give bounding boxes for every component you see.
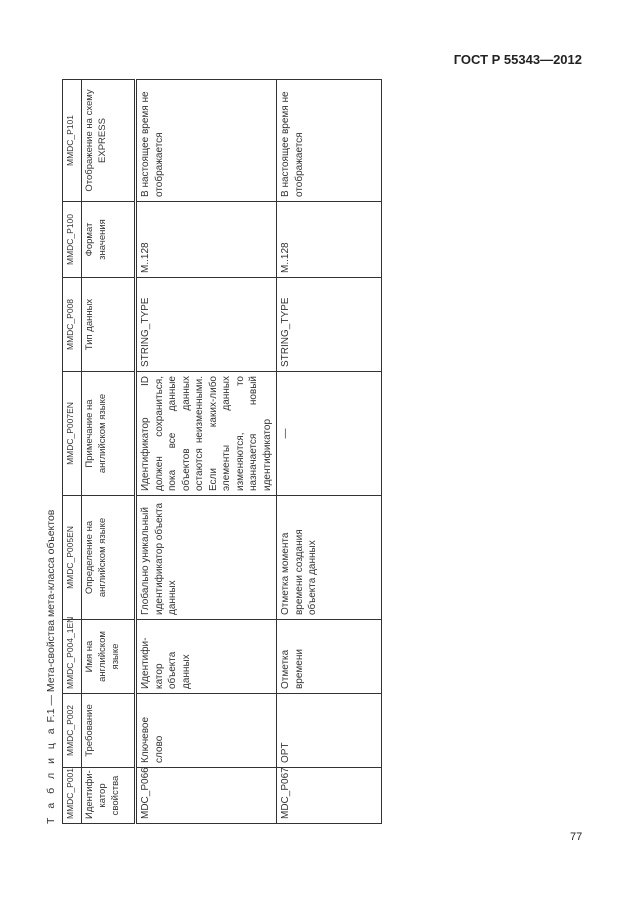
column-name: Имя на английском языке — [82, 620, 136, 694]
column-name: Примечание на английском языке — [82, 372, 136, 496]
table-cell: Отметка времени — [277, 620, 382, 694]
table-header-codes — [63, 80, 82, 824]
document-header: ГОСТ Р 55343—2012 — [453, 52, 582, 67]
column-code: MMDC_P004_1EN — [63, 620, 82, 694]
table-cell: MDC_P067 — [277, 768, 382, 824]
table-cell: Отметка момента времени создания объекта данных — [277, 496, 382, 620]
rotated-table-block — [40, 44, 318, 824]
column-name: Определение на английском языке — [82, 496, 136, 620]
column-code: MMDC_P008 — [63, 278, 82, 372]
column-name: Тип данных — [82, 278, 136, 372]
column-code: MMDC_P101 — [63, 80, 82, 202]
table-caption — [40, 510, 62, 824]
table-cell: M..128 — [136, 202, 277, 278]
table-cell: В настоящее время не отображается — [136, 80, 277, 202]
column-name: Формат значения — [82, 202, 136, 278]
table-cell: Ключевое слово — [136, 694, 277, 768]
table-cell: STRING_TYPE — [136, 278, 277, 372]
table-row — [277, 80, 382, 824]
table-cell: OPT — [277, 694, 382, 768]
table-cell: STRING_TYPE — [277, 278, 382, 372]
table-cell: Глобально уникальный идентификатор объекта данных — [136, 496, 277, 620]
table-header-names — [82, 80, 136, 824]
column-code: MMDC_P001 — [63, 768, 82, 824]
table-cell: M..128 — [277, 202, 382, 278]
table-cell: — — [277, 372, 382, 496]
table-caption-text: F.1 — Мета-свойства мета-класса объектов — [45, 509, 57, 723]
table-cell: В настоящее время не отображается — [277, 80, 382, 202]
column-code: MMDC_P007EN — [63, 372, 82, 496]
table-row — [136, 80, 277, 824]
column-code: MMDC_P100 — [63, 202, 82, 278]
table-caption-label: Т а б л и ц а — [45, 725, 57, 824]
page-number: 77 — [570, 831, 583, 843]
column-name: Идентифи-катор свойства — [82, 768, 136, 824]
column-code: MMDC_P002 — [63, 694, 82, 768]
column-name: Требование — [82, 694, 136, 768]
table-cell: MDC_P066 — [136, 768, 277, 824]
column-name: Отображение на схему EXPRESS — [82, 80, 136, 202]
table-cell: Идентифи-катор объекта данных — [136, 620, 277, 694]
column-code: MMDC_P005EN — [63, 496, 82, 620]
table-cell: Идентификатор ID должен сохраниться, пока все данные объектов данных остаются неизменными. Если каких-либо элементы данных изменяются, то назначается новый идентификатор — [136, 372, 277, 496]
meta-properties-table — [62, 79, 382, 824]
